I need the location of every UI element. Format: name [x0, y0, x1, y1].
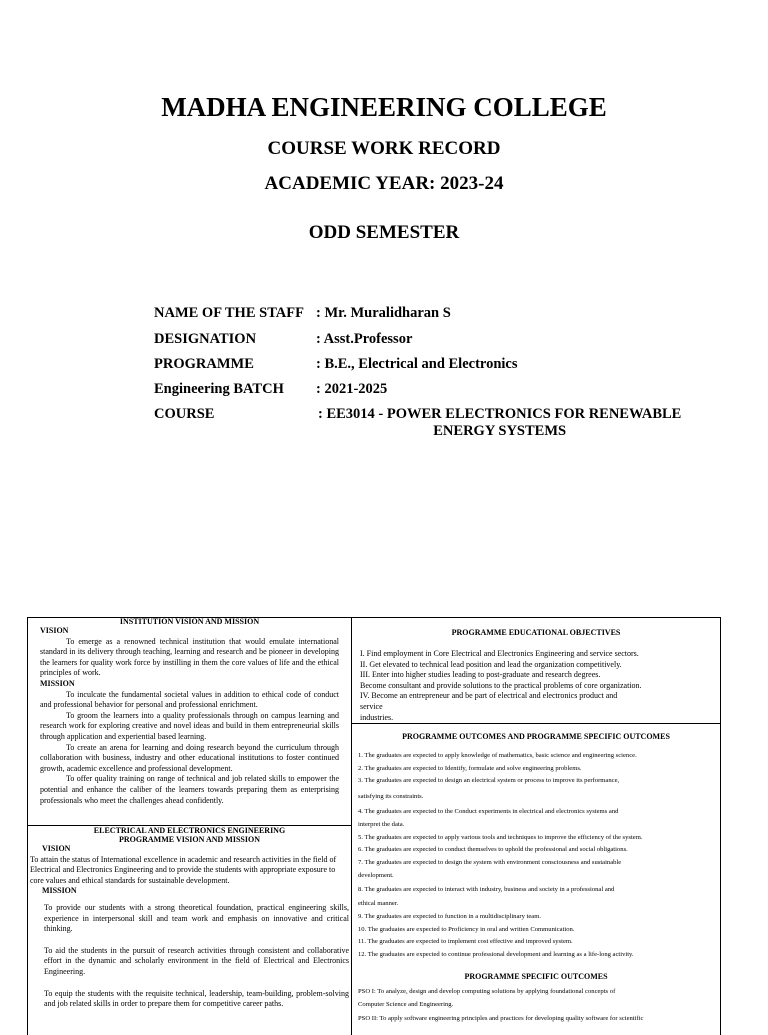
pso-title: PROGRAMME SPECIFIC OUTCOMES — [464, 971, 608, 981]
course-value-line1: : EE3014 - POWER ELECTRONICS FOR RENEWABLE — [318, 406, 682, 422]
po-item: satisfying its constraints. — [358, 793, 424, 801]
po-pso-box — [351, 723, 721, 1035]
designation-value: : Asst.Professor — [316, 331, 413, 347]
peo-item: III. Enter into higher studies leading to post-graduate and research degrees. — [360, 670, 601, 680]
po-item: 10. The graduates are expected to Proficiency in oral and written Communication. — [358, 925, 575, 933]
course-label: COURSE — [154, 406, 215, 422]
peo-item: II. Get elevated to technical lead position and lead the organization competitively. — [360, 659, 622, 669]
institution-mission-label: MISSION — [40, 678, 75, 688]
college-name: MADHA ENGINEERING COLLEGE — [161, 92, 607, 122]
department-title-line2: PROGRAMME VISION AND MISSION — [119, 835, 260, 844]
institution-vision-text: To emerge as a renowned technical institution that would emulate international standard in its delivery through teaching, learning and research and be pioneer in developing the learners for quality work force by instilling in them the core values of life and the ethical principles of work. — [40, 636, 339, 678]
institution-title: INSTITUTION VISION AND MISSION — [119, 617, 260, 626]
semester-title: ODD SEMESTER — [308, 222, 460, 243]
po-item: 7. The graduates are expected to design the system with environment consciousness and sustainable — [358, 858, 622, 866]
po-item: development. — [358, 871, 394, 879]
po-item: ethical manner. — [358, 900, 399, 908]
pso-list — [352, 985, 720, 1026]
po-item: 3. The graduates are expected to design an electrical system or process to improve its performance, — [358, 777, 620, 785]
course-value — [318, 406, 681, 440]
institution-mission-1: To inculcate the fundamental societal values in addition to ethical code of conduct and professional behavior for personal and professional enrichment. — [40, 689, 339, 710]
pso-item: PSO II: To apply software engineering principles and practices for developing quality software for scientific — [358, 1014, 644, 1022]
batch-value: : 2021-2025 — [316, 381, 388, 397]
department-mission-1: To provide our students with a strong theoretical foundation, practical engineering skills, experience in interpersonal skill and team work and emphasis on innovative and critical thinking. — [44, 902, 349, 934]
institution-mission-3: To create an arena for learning and doing research beyond the curriculum through collaboration with business, industry and other educational institutions to foster continued growth, academic excellence and professional development. — [40, 742, 339, 773]
department-title-line1: ELECTRICAL AND ELECTRONICS ENGINEERING — [93, 826, 286, 835]
pso-item: Computer Science and Engineering. — [358, 1001, 454, 1009]
po-list — [352, 750, 720, 962]
programme-value: : B.E., Electrical and Electronics — [316, 356, 518, 372]
department-vision-label: VISION — [42, 844, 71, 853]
peo-title: PROGRAMME EDUCATIONAL OBJECTIVES — [451, 628, 621, 637]
po-item: 4. The graduates are expected to the Conduct experiments in electrical and electronics systems and — [358, 808, 619, 816]
po-item: 9. The graduates are expected to function in a multidisciplinary team. — [358, 913, 541, 921]
staff-name-label: NAME OF THE STAFF — [154, 305, 304, 321]
peo-box — [351, 617, 721, 724]
peo-item: IV. Become an entrepreneur and be part of electrical and electronics product and — [360, 691, 618, 701]
department-mission-2: To aid the students in the pursuit of research activities through consistent and collaborative effort in the dynamic and scholarly environment in the field of Electrical and Electronics Engineering. — [44, 945, 349, 976]
course-value-line2: ENERGY SYSTEMS — [433, 423, 567, 439]
department-vision-text: To attain the status of International excellence in academic and research activities in the field of Electrical and Electronics Engineering and to provide the students with appropriate exposure to core values and ethical standards for sustainable development. — [30, 854, 337, 885]
po-item: 6. The graduates are expected to conduct themselves to uphold the professional and social obligations. — [358, 846, 628, 854]
staff-name-value: : Mr. Muralidharan S — [316, 305, 451, 321]
department-mission-3: To equip the students with the requisite technical, leadership, team-building, problem-solving and job related skills in order to prepare them for competitive career paths. — [44, 988, 349, 1009]
po-title: PROGRAMME OUTCOMES AND PROGRAMME SPECIFIC OUTCOMES — [402, 732, 670, 741]
po-item: 1. The graduates are expected to apply knowledge of mathematics, basic science and engineering science. — [358, 752, 637, 759]
institution-vision-mission-box — [27, 617, 352, 826]
peo-item: industries. — [360, 712, 394, 722]
institution-mission-2: To groom the learners into a quality professionals through on campus learning and research work for exploring creative and novel ideas and build in them entrepreneurial skills through application and experiential based learning. — [40, 710, 339, 741]
academic-year: ACADEMIC YEAR: 2023-24 — [264, 173, 504, 194]
peo-item: Become consultant and provide solutions to the practical problems of core organization. — [360, 680, 642, 690]
peo-list — [352, 649, 720, 723]
po-item: 12. The graduates are expected to continue professional development and learning as a life-long activity. — [358, 951, 634, 959]
designation-label: DESIGNATION — [154, 331, 257, 347]
po-item: 5. The graduates are expected to apply various tools and techniques to improve the efficiency of the system. — [358, 833, 643, 841]
po-item: 8. The graduates are expected to interact with industry, business and society in a professional and — [358, 886, 615, 894]
po-item: interpret the data. — [358, 820, 405, 828]
peo-item: service — [360, 701, 383, 711]
programme-label: PROGRAMME — [154, 356, 254, 372]
record-title: COURSE WORK RECORD — [267, 138, 501, 159]
pso-item: PSO I: To analyze, design and develop computing solutions by applying foundational concepts of — [358, 987, 616, 995]
batch-label: Engineering BATCH — [154, 381, 284, 397]
peo-item: I. Find employment in Core Electrical and Electronics Engineering and service sectors. — [360, 649, 639, 658]
institution-mission-4: To offer quality training on range of technical and job related skills to empower the potential and enhance the caliber of the learners towards preparing them as enterprising professionals who meet the challenges ahead confidently. — [40, 774, 339, 805]
po-item: 11. The graduates are expected to implement cost effective and improved system. — [358, 938, 573, 946]
department-vision-mission-box — [27, 825, 352, 1035]
institution-vision-label: VISION — [40, 626, 69, 635]
po-item: 2. The graduates are expected to Identify, formulate and solve engineering problems. — [358, 764, 582, 772]
department-mission-label: MISSION — [42, 886, 77, 896]
